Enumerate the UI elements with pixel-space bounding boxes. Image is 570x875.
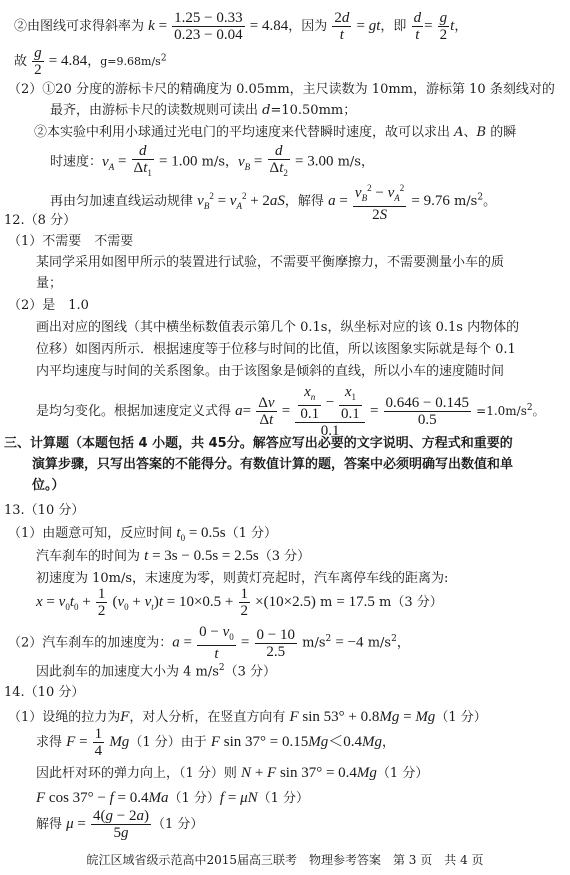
answer-12-2-explain-a: 画出对应的图线（其中横坐标数值表示第几个 0.1s，纵坐标对应的该 0.1s 内物体的: [36, 320, 520, 335]
section-3-heading: 三、计算题（本题包括 4 小题，共 45分。解答应写出必要的文字说明、方程式和重要的: [4, 436, 513, 451]
answer-14-1-friction: F cos 37° − f = 0.4Ma（1 分）f = μN（1 分）: [36, 790, 310, 806]
section-3-instructions-end: 位。）: [32, 478, 65, 493]
answer-line-acceleration: 再由匀加速直线运动规律 $v_B^2 = v_A^2 + 2aS$，解得 a = $\frac{v_B^2 - v_A^2}{2S}$ = 9.76 $m/s^2$。: [50, 180, 496, 223]
answer-13-1-distance-intro: 初速度为 10m/s，末速度为零，则黄灯亮起时，汽车离停车线的距离为:: [36, 571, 449, 586]
answer-14-1-mu: 解得 μ = $\frac{4(g - 2a)}{5g}$ （1 分）: [36, 808, 204, 841]
page-footer: 皖江区域省级示范高中2015届高三联考 物理参考答案 第 3 页 共 4 页: [86, 853, 484, 867]
answer-14-1-normal: 因此杆对环的弹力向上，（1 分）则 N + F sin 37° = 0.4Mg（1 分）: [36, 765, 429, 781]
section-3-instructions: 演算步骤，只写出答案的不能得分。有数值计算的题，答案中必须明确写出数值和单: [32, 457, 514, 472]
answer-12-2-acceleration: 是均匀变化。根据加速度定义式得 a= $\frac{\Delta v}{\Delta t}$ = $\frac{x_n}{0.1}$ − $\frac{x_1}{0.1}$ 0.1 = $\frac{0.646 - 0.145}{0.5}$ $=1.0m/s^2$。: [36, 384, 545, 439]
question-12-heading: 12.（8 分）: [4, 213, 77, 228]
answer-14-1: （1）设绳的拉力为F，对人分析，在竖直方向有 F sin 53° + 0.8Mg = Mg（1 分）: [8, 709, 487, 725]
answer-13-2-magnitude: 因此刹车的加速度大小为 4 $m/s^2(3$ 分）: [36, 663, 277, 680]
answer-12-1-explain-cont: 量；: [36, 276, 63, 291]
question-14-heading: 14.（10 分）: [4, 685, 85, 700]
answer-line-g: 故 $\frac{g}{2}$ = 4.84，$g=9.68m/s^2$: [14, 45, 167, 78]
answer-line-slope: ②由图线可求得斜率为 k = $\frac{1.25 - 0.33}{0.23 - 0.04}$ = 4.84，因为 $\frac{2d}{t}$ = gt，即 $\frac{d}{t}$ = $\frac{g}{2}$ t，: [14, 10, 468, 43]
answer-line-vernier: （2）①20 分度的游标卡尺的精确度为 0.05mm，主尺读数为 10mm，游标第 10 条刻线对的: [8, 82, 555, 97]
answer-13-1-distance: $x = v_0t_0$ + $\frac{1}{2}$ $(v_0 + v_t)t = 10\times 0.5$ + $\frac{1}{2}$ ×(10×2.5) m = 17.5 m（3 分）: [36, 586, 443, 619]
answer-line-d: 最齐，由游标卡尺的读数规则可读出 d=10.50mm；: [50, 103, 357, 118]
answer-13-1: （1）由题意可知，反应时间 $t_0 = 0.5s(1$ 分）: [8, 525, 278, 543]
question-13-heading: 13.（10 分）: [4, 503, 85, 518]
answer-line-velocity: 时速度：$v_A$ = $\frac{d}{\Delta t_1}$ = 1.00 m/s，$v_B$ = $\frac{d}{\Delta t_2}$ = 3.00 m/s，: [50, 143, 374, 178]
answer-12-1: （1）不需要 不需要: [8, 234, 134, 249]
answer-line-photogate: ②本实验中利用小球通过光电门的平均速度来代替瞬时速度，故可以求出 A、B 的瞬: [34, 125, 517, 140]
answer-13-1-brake-time: 汽车刹车的时间为 t = 3s − 0.5s = 2.5s（3 分）: [36, 548, 311, 564]
answer-14-1-force: 求得 F = $\frac{1}{4}$ Mg（1 分）由于 F sin 37° = 0.15Mg＜0.4Mg，: [36, 726, 396, 759]
answer-13-2: （2）汽车刹车的加速度为：a = $\frac{0 - v_0}{t}$ = $\frac{0 - 10}{2.5}$ $m/s^2 = -4$ $m/s^2$，: [8, 624, 410, 662]
answer-12-2-explain-c: 内平均速度与时间的关系图象。由于该图象是倾斜的直线，所以小车的速度随时间: [36, 364, 505, 379]
answer-12-2-explain-b: 位移）如图丙所示．根据速度等于位移与时间的比值，所以该图象实际就是每个 0.1: [36, 342, 516, 357]
answer-12-1-explain: 某同学采用如图甲所示的装置进行试验，不需要平衡摩擦力，不需要测量小车的质: [36, 255, 505, 270]
answer-12-2: （2）是 1.0: [8, 298, 89, 313]
